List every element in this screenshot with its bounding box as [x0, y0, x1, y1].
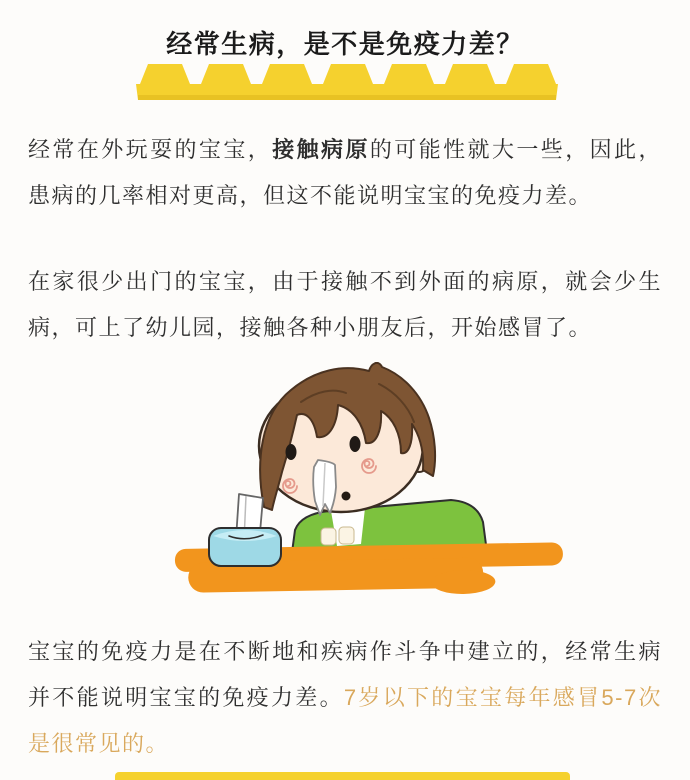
page-title: 经常生病，是不是免疫力差？: [166, 29, 524, 59]
paragraph-2-text: 在家很少出门的宝宝，由于接触不到外面的病原，就会少生病，可上了幼儿园，接触各种小朋友后，开始感冒了。: [28, 269, 662, 340]
paragraph-1-text-rest: 的可能性就大一些，因此，患病的几率相对更高，但这不能说明宝宝的免疫力差。: [28, 137, 662, 208]
paragraph-1: [28, 127, 662, 219]
boy-mouth: [342, 492, 351, 501]
boy-left-eye: [286, 444, 297, 460]
paragraph-3-accent-text: 7岁以下的宝宝每年感冒5-7次是很常见的。: [28, 685, 662, 756]
paragraph-3-text: 宝宝的免疫力是在不断地和疾病作斗争中建立的，经常生病并不能说明宝宝的免疫力差。: [28, 639, 662, 710]
comb-decoration: [132, 62, 562, 102]
boy-right-eye: [350, 436, 361, 452]
paragraph-1-bold-text: 接触病原: [272, 137, 370, 162]
nose-tissue: [313, 460, 336, 515]
paragraph-1-text: 经常在外玩耍的宝宝，: [28, 137, 273, 162]
paragraph-3: [28, 629, 662, 767]
paragraph-2: [28, 259, 662, 351]
sick-boy-illustration: [133, 362, 563, 620]
bottom-decoration-bar: [115, 772, 570, 780]
